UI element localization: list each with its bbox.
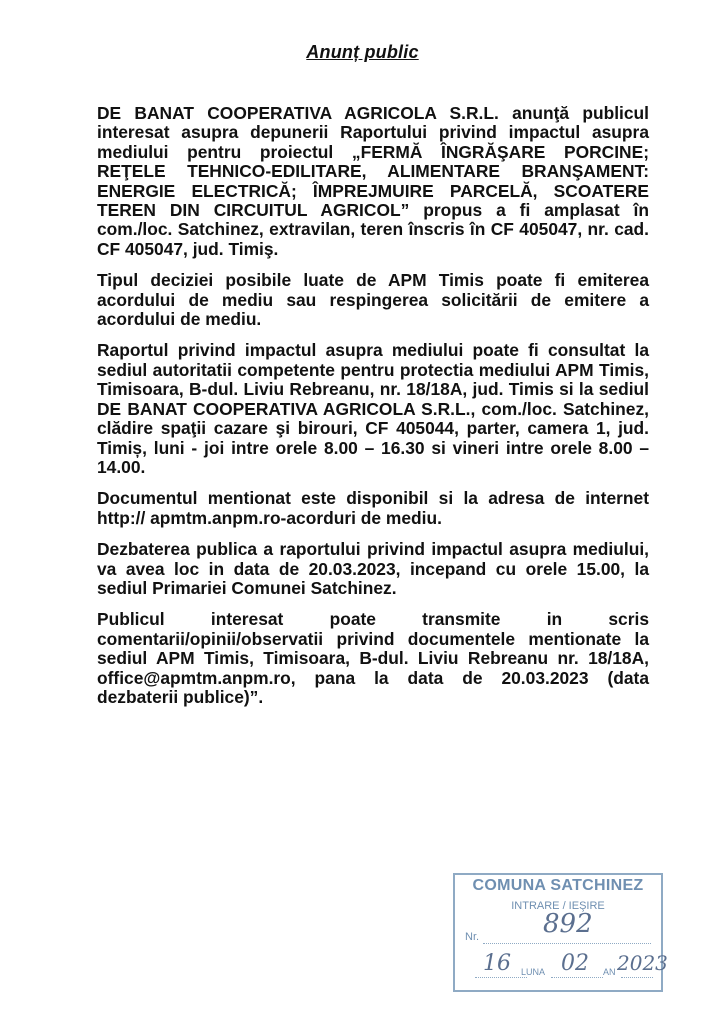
stamp-commune-name: COMUNA SATCHINEZ xyxy=(472,877,644,894)
stamp-year-value: 2023 xyxy=(617,951,668,975)
consultation-paragraph: Raportul privind impactul asupra mediului poate fi consultat la sediul autoritatii competente pentru protectia mediului APM Timis, Timisoara, B-dul. Liviu Rebreanu, nr. 18/18A, jud. Timis si la sediul DE BANAT COOPERATIVA AGRICOLA S.R.L., com./loc. Satchinez, clădire spaţii cazare şi birouri, CF 405044, parter, camera 1, jud. Timiș, luni - joi intre orele 8.00 – 16.30 si vineri intre orele 8.00 – 14.00. xyxy=(97,340,649,477)
document-title: Anunț public xyxy=(306,42,419,62)
comments-paragraph: Publicul interesat poate transmite in scris comentarii/opinii/observatii privind documentele mentionate la sediul APM Timis, Timisoara, B-dul. Liviu Rebreanu nr. 18/18A, office@apmtm.anpm.ro, pana la data de 20.03.2023 (data dezbaterii publice)”. xyxy=(97,609,649,707)
stamp-number-label: Nr. xyxy=(465,931,480,943)
stamp-month-label: LUNA xyxy=(521,967,546,977)
stamp-day-line xyxy=(475,977,527,978)
stamp-day-value: 16 xyxy=(483,951,511,976)
stamp-date-row xyxy=(461,951,668,983)
debate-paragraph: Dezbaterea publica a raportului privind impactul asupra mediului, va avea loc in data de 20.03.2023, incepand cu orele 15.00, la sediul Primariei Comunei Satchinez. xyxy=(97,539,649,598)
document-body xyxy=(97,104,649,719)
announcement-paragraph: DE BANAT COOPERATIVA AGRICOLA S.R.L. anunţă publicul interesat asupra depunerii Raportului privind impactul asupra mediului pentru proiectul „FERMĂ ÎNGRĂŞARE PORCINE; REŢELE TEHNICO-EDILITARE, ALIMENTARE BRANŞAMENT: ENERGIE ELECTRICĂ; ÎMPREJMUIRE PARCELĂ, SCOATERE TEREN DIN CIRCUITUL AGRICOL” propus a fi amplasat în com./loc. Satchinez, extravilan, teren înscris în CF 405047, nr. cad. CF 405047, jud. Timiş. xyxy=(97,103,649,259)
registration-stamp xyxy=(453,873,668,992)
stamp-number-value: 892 xyxy=(543,909,593,939)
stamp-entry-exit-label: INTRARE / IEŞIRE xyxy=(511,900,605,912)
stamp-number-line xyxy=(483,943,651,944)
stamp-month-line xyxy=(551,977,603,978)
availability-paragraph: Documentul mentionat este disponibil si la adresa de internet http:// apmtm.anpm.ro-acorduri de mediu. xyxy=(97,488,649,528)
stamp-year-line xyxy=(621,977,653,978)
decision-type-paragraph: Tipul deciziei posibile luate de APM Timis poate fi emiterea acordului de mediu sau respingerea solicitării de emitere a acordului de mediu. xyxy=(97,270,649,330)
stamp-year-label: AN xyxy=(603,967,616,977)
stamp-month-value: 02 xyxy=(561,951,589,976)
